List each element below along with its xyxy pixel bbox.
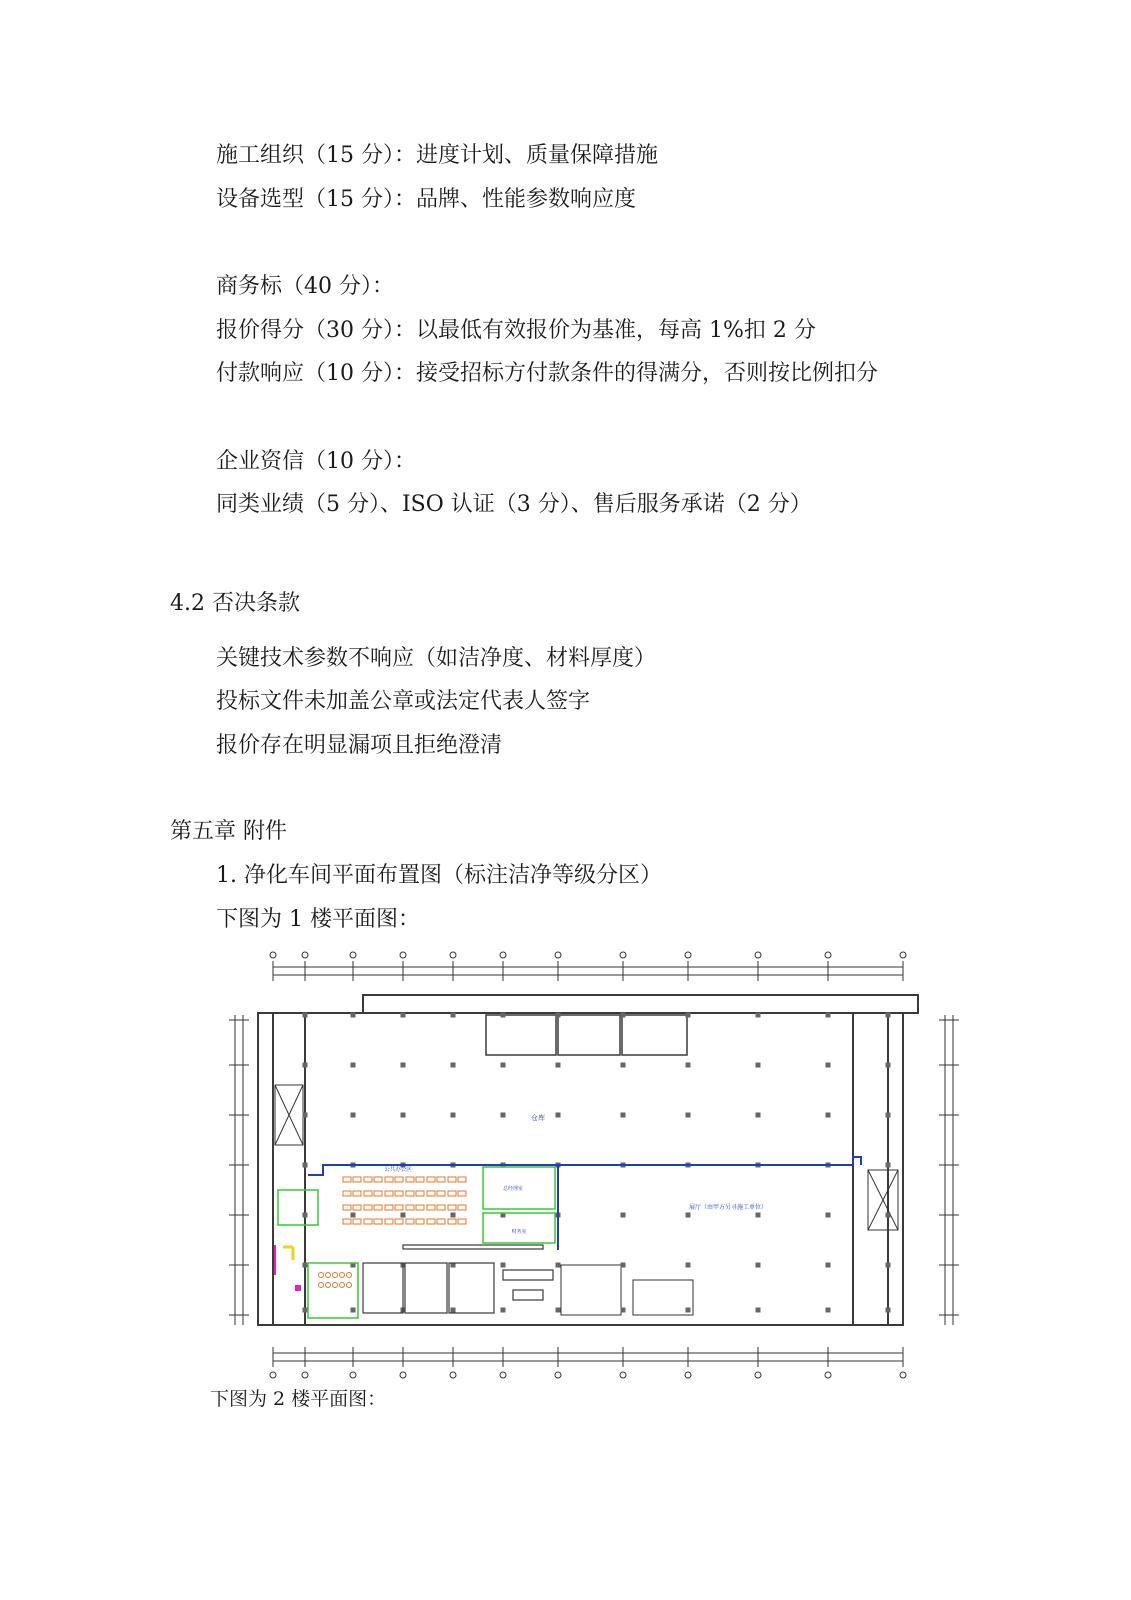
desk xyxy=(427,1219,435,1224)
desk xyxy=(385,1205,393,1210)
veto-heading: 4.2 否决条款 xyxy=(170,591,300,616)
axis-bubble xyxy=(500,952,506,958)
column xyxy=(351,1063,356,1068)
desk xyxy=(364,1205,372,1210)
meeting-chair xyxy=(333,1273,338,1278)
top-rooms xyxy=(486,1015,687,1055)
column xyxy=(686,1213,691,1218)
desk xyxy=(364,1177,372,1182)
meeting-chair xyxy=(347,1273,352,1278)
column xyxy=(401,1213,406,1218)
meeting-chair xyxy=(326,1283,331,1288)
column xyxy=(556,1013,561,1018)
desk xyxy=(364,1191,372,1196)
column xyxy=(826,1063,831,1068)
meeting-chair xyxy=(340,1273,345,1278)
veto-item: 投标文件未加盖公章或法定代表人签字 xyxy=(216,689,591,714)
column xyxy=(621,1013,626,1018)
column xyxy=(401,1113,406,1118)
axis-bubble xyxy=(400,1372,406,1378)
scoring-payment: 付款响应（10 分）：接受招标方付款条件的得满分，否则按比例扣分 xyxy=(216,361,878,386)
column xyxy=(686,1113,691,1118)
meeting-chair xyxy=(319,1283,324,1288)
desk xyxy=(406,1177,414,1182)
scoring-construction-org: 施工组织（15 分）：进度计划、质量保障措施 xyxy=(216,143,658,168)
column xyxy=(451,1013,456,1018)
column xyxy=(501,1263,506,1268)
desk xyxy=(353,1205,361,1210)
column xyxy=(886,1013,891,1018)
axis-bubble xyxy=(400,952,406,958)
column xyxy=(351,1113,356,1118)
desk xyxy=(416,1191,424,1196)
column xyxy=(556,1263,561,1268)
axis-bubble xyxy=(450,952,456,958)
axis-bubble xyxy=(620,1372,626,1378)
desk xyxy=(448,1205,456,1210)
label-warehouse: 仓库 xyxy=(531,1114,545,1122)
desk xyxy=(416,1177,424,1182)
desk xyxy=(395,1177,403,1182)
column xyxy=(303,1063,308,1068)
desk xyxy=(353,1177,361,1182)
column xyxy=(621,1063,626,1068)
service-rooms xyxy=(363,1245,553,1313)
column xyxy=(826,1263,831,1268)
desk xyxy=(343,1219,351,1224)
column xyxy=(886,1263,891,1268)
column xyxy=(501,1308,506,1313)
desk xyxy=(458,1191,466,1196)
meeting-chair xyxy=(347,1283,352,1288)
desk xyxy=(437,1205,445,1210)
desk xyxy=(458,1177,466,1182)
column xyxy=(501,1063,506,1068)
structural-columns xyxy=(303,1013,891,1313)
desk xyxy=(406,1191,414,1196)
column xyxy=(826,1308,831,1313)
column xyxy=(351,1308,356,1313)
axis-bubble xyxy=(350,1372,356,1378)
meeting-chair xyxy=(340,1283,345,1288)
meeting-chair xyxy=(326,1273,331,1278)
column xyxy=(756,1063,761,1068)
desk xyxy=(385,1177,393,1182)
column xyxy=(826,1213,831,1218)
desk xyxy=(374,1219,382,1224)
attachment-item-1: 1. 净化车间平面布置图（标注洁净等级分区） xyxy=(216,863,662,888)
column xyxy=(303,1213,308,1218)
desk xyxy=(416,1219,424,1224)
axis-bubble xyxy=(825,952,831,958)
scoring-equipment-selection: 设备选型（15 分）：品牌、性能参数响应度 xyxy=(216,187,636,212)
column xyxy=(756,1013,761,1018)
desk xyxy=(448,1219,456,1224)
column xyxy=(756,1308,761,1313)
column xyxy=(556,1113,561,1118)
column xyxy=(621,1213,626,1218)
desk xyxy=(343,1191,351,1196)
column xyxy=(621,1113,626,1118)
axis-bubble xyxy=(825,1372,831,1378)
axis-bubble xyxy=(555,952,561,958)
column xyxy=(303,1263,308,1268)
credit-items: 同类业绩（5 分）、ISO 认证（3 分）、售后服务承诺（2 分） xyxy=(216,492,812,517)
column xyxy=(826,1013,831,1018)
desk xyxy=(343,1177,351,1182)
column xyxy=(451,1113,456,1118)
desk xyxy=(374,1177,382,1182)
desk xyxy=(385,1191,393,1196)
accent-marks xyxy=(275,1245,301,1291)
column xyxy=(756,1113,761,1118)
axis-bubble xyxy=(302,952,308,958)
axis-bubble xyxy=(620,952,626,958)
axis-bubble xyxy=(900,952,906,958)
column xyxy=(826,1113,831,1118)
axis-bubble xyxy=(270,952,276,958)
label-hall: 展厅（由甲方另寻施工单位） xyxy=(688,1204,768,1211)
column xyxy=(556,1063,561,1068)
desk xyxy=(448,1191,456,1196)
axis-bubble xyxy=(555,1372,561,1378)
office-desks xyxy=(319,1177,467,1288)
label-public-office: 公共办公区 xyxy=(384,1167,412,1173)
column xyxy=(886,1213,891,1218)
column xyxy=(556,1308,561,1313)
column xyxy=(303,1163,308,1168)
column xyxy=(401,1063,406,1068)
desk xyxy=(416,1205,424,1210)
floor1-plan-drawing xyxy=(213,945,983,1385)
veto-item: 关键技术参数不响应（如洁净度、材料厚度） xyxy=(216,646,657,671)
credit-title: 企业资信（10 分）： xyxy=(216,449,416,474)
axis-bubble xyxy=(900,1372,906,1378)
column xyxy=(886,1113,891,1118)
floor2-caption: 下图为 2 楼平面图： xyxy=(210,1388,387,1410)
column xyxy=(351,1013,356,1018)
desk xyxy=(427,1177,435,1182)
column xyxy=(621,1308,626,1313)
column xyxy=(756,1263,761,1268)
desk xyxy=(395,1205,403,1210)
column xyxy=(501,1013,506,1018)
meeting-chair xyxy=(333,1283,338,1288)
axis-bubble xyxy=(350,952,356,958)
axis-bubble xyxy=(755,952,761,958)
desk xyxy=(374,1205,382,1210)
desk xyxy=(406,1219,414,1224)
column xyxy=(451,1213,456,1218)
veto-item: 报价存在明显漏项且拒绝澄清 xyxy=(216,733,503,758)
axis-bubble xyxy=(685,1372,691,1378)
column xyxy=(686,1063,691,1068)
axis-bubble xyxy=(302,1372,308,1378)
desk xyxy=(343,1205,351,1210)
column xyxy=(451,1063,456,1068)
desk xyxy=(364,1219,372,1224)
column xyxy=(886,1063,891,1068)
axis-bubble xyxy=(685,952,691,958)
column xyxy=(686,1013,691,1018)
column xyxy=(886,1308,891,1313)
desk xyxy=(395,1219,403,1224)
desk xyxy=(406,1205,414,1210)
axis-bubble xyxy=(500,1372,506,1378)
column xyxy=(756,1213,761,1218)
column xyxy=(303,1013,308,1018)
axis-bubble xyxy=(755,1372,761,1378)
desk xyxy=(374,1191,382,1196)
column xyxy=(886,1163,891,1168)
column xyxy=(686,1263,691,1268)
column xyxy=(303,1308,308,1313)
column xyxy=(303,1113,308,1118)
label-gm-office: 总经理室 xyxy=(502,1186,524,1192)
outer-walls xyxy=(258,995,918,1325)
label-finance: 财务室 xyxy=(511,1229,527,1235)
axis-bubble xyxy=(450,1372,456,1378)
desk xyxy=(427,1191,435,1196)
column xyxy=(401,1013,406,1018)
column xyxy=(621,1263,626,1268)
desk xyxy=(353,1191,361,1196)
desk xyxy=(353,1219,361,1224)
desk xyxy=(458,1219,466,1224)
column xyxy=(686,1308,691,1313)
desk xyxy=(448,1177,456,1182)
floor1-caption: 下图为 1 楼平面图： xyxy=(216,907,420,932)
meeting-chair xyxy=(319,1273,324,1278)
column xyxy=(501,1113,506,1118)
desk xyxy=(437,1191,445,1196)
column xyxy=(451,1308,456,1313)
desk xyxy=(458,1205,466,1210)
desk xyxy=(437,1177,445,1182)
desk xyxy=(395,1191,403,1196)
stair-shafts xyxy=(275,1085,898,1315)
business-title: 商务标（40 分）： xyxy=(216,274,394,299)
scoring-price: 报价得分（30 分）：以最低有效报价为基准，每高 1%扣 2 分 xyxy=(216,318,816,343)
axis-bubble xyxy=(270,1372,276,1378)
chapter5-heading: 第五章 附件 xyxy=(170,819,287,844)
column xyxy=(351,1213,356,1218)
desk xyxy=(385,1219,393,1224)
desk xyxy=(427,1205,435,1210)
desk xyxy=(437,1219,445,1224)
